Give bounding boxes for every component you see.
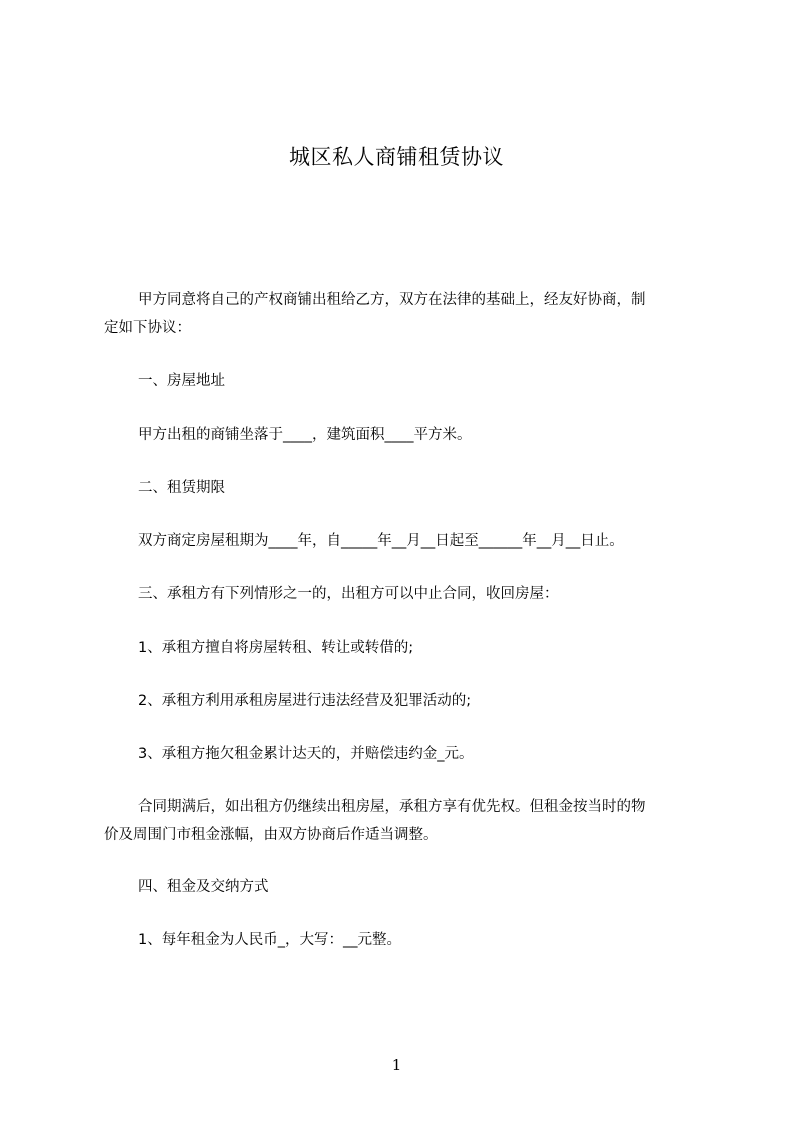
page-number: 1 [391, 1056, 402, 1074]
section-4-heading: 四、租金及交纳方式 [138, 879, 269, 895]
section-4-item: 1、每年租金为人民币_，大写：__元整。 [138, 932, 401, 948]
renewal-paragraph [104, 793, 694, 849]
section-3-item: 3、承租方拖欠租金累计达天的，并赔偿违约金_元。 [138, 746, 474, 762]
section-1-heading: 一、房屋地址 [138, 373, 225, 389]
renewal-line-2: 价及周围门市租金涨幅，由双方协商后作适当调整。 [104, 827, 438, 843]
section-2-heading: 二、租赁期限 [138, 480, 225, 496]
renewal-line-1: 合同期满后，如出租方仍继续出租房屋，承租方享有优先权。但租金按当时的物 [138, 799, 646, 815]
section-3-item: 1、承租方擅自将房屋转租、转让或转借的; [138, 640, 414, 656]
section-3-heading: 三、承租方有下列情形之一的，出租方可以中止合同，收回房屋： [138, 586, 559, 602]
section-3-item: 2、承租方利用承租房屋进行违法经营及犯罪活动的; [138, 693, 472, 709]
intro-paragraph [104, 286, 694, 342]
section-2-body: 双方商定房屋租期为____年，自_____年__月__日起至______年__月__日止。 [138, 533, 624, 549]
document-title: 城区私人商铺租赁协议 [289, 145, 504, 169]
intro-line-2: 定如下协议： [104, 320, 191, 336]
intro-line-1: 甲方同意将自己的产权商铺出租给乙方，双方在法律的基础上，经友好协商，制 [138, 292, 646, 308]
section-1-body: 甲方出租的商铺坐落于____，建筑面积____平方米。 [138, 427, 472, 443]
